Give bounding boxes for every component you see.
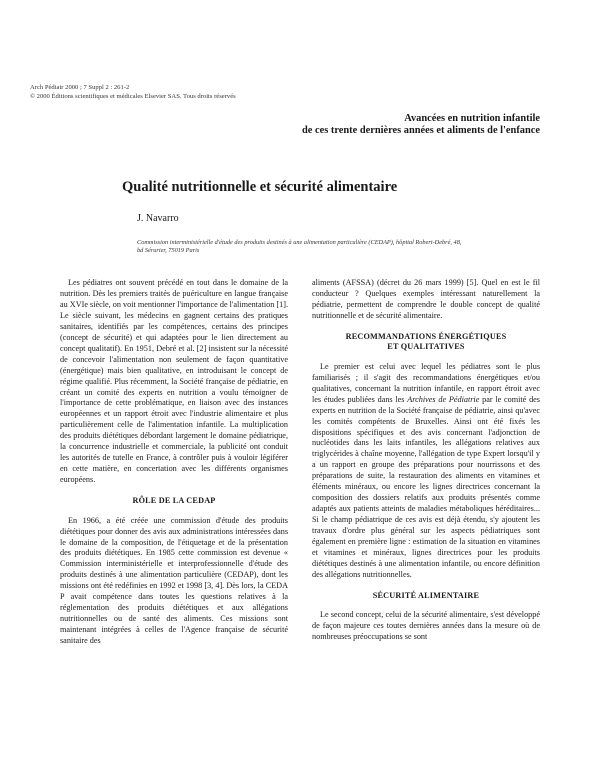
recommandations-text-1: Le premier est celui avec lequel les pédiatres sont le plus familiarisés ; il s'agit des recommandations énergétiques et/ou qualitatives, concernant la nutrition infantile, en rapport étroit avec les études publiées dans les [312, 361, 540, 404]
section-heading-cedap: RÔLE DE LA CEDAP [132, 496, 216, 506]
section-heading-securite: SÉCURITÉ ALIMENTAIRE [372, 590, 480, 600]
securite-paragraph: Le second concept, celui de la sécurité alimentaire, s'est développé de façon majeure ces toutes dernières années dans la mesure où de nombreuses préoccupations se sont [312, 610, 540, 642]
journal-citation: Arch Pédiatr 2000 ; 7 Suppl 2 : 261-2 [30, 84, 130, 91]
author-affiliation: Commission interministérielle d'étude des produits destinés à une alimentation particulière (CEDAP), hôpital Robert-Debré, 48, bd Sérurier, 75019 Paris [137, 239, 462, 254]
cedap-paragraph: En 1966, a été créée une commission d'étude des produits diététiques pour donner des avis aux administrations intéressées dans le domaine de la composition, de l'étiquetage et de la présentation des produits diététiques. En 1985 cette commission est devenue « Commission interministérielle et interprofessionnelle d'étude des produits destinés à une alimentation particulière (CEDAP), dont les missions ont été redéfinies en 1992 et 1998 [3, 4]. Dès lors, la CEDA P avait compétence dans toutes les questions relatives à la réglementation des produits diététiques et aux allégations nutritionnelles ou de santé des aliments. Ces missions sont maintenant intégrées à celles de l'Agence française de sécurité sanitaire des [60, 515, 288, 646]
series-title-line-1: Avancées en nutrition infantile [404, 113, 540, 124]
article-title: Qualité nutritionnelle et sécurité alimentaire [122, 179, 398, 195]
recommandations-paragraph [312, 362, 540, 581]
section-heading-recommandations-line-1: RECOMMANDATIONS ÉNERGÉTIQUES [345, 331, 507, 341]
journal-copyright: © 2000 Éditions scientifiques et médicales Elsevier SAS. Tous droits réservés [30, 93, 236, 100]
left-column [60, 278, 288, 647]
series-title [180, 113, 540, 137]
intro-paragraph: Les pédiatres ont souvent précédé en tout dans le domaine de la nutrition. Dès les premiers traités de puériculture en langue française au XVIe siècle, on voit mentionner l'importance de l'alimentation [1]. Le siècle suivant, les médecins en gagnent certains des pratiques sanitaires, identifiés par les compétences, certains des principes (concept de sécurité) et qui adaptées pour le lien directement au concept qualitatif). En 1951, Debré et al. [2] insistent sur la nécessité de concevoir l'alimentation non seulement de façon quantitative (énergétique) mais bien qualitative, en introduisant le concept de régime qualifié. Plus récemment, la Société française de pédiatrie, en créant un comité des experts en nutrition a voulu témoigner de l'importance de cette problématique, en liaison avec des instances européennes et un rapport étroit avec l'industrie alimentaire et plus particulièrement celle de l'alimentation infantile. La multiplication des produits diététiques débordant largement le domaine pédiatrique, la concurrence industrielle et commerciale, la publicité ont conduit les autorités de tutelle en France, à contrôler puis à vouloir légiférer en cette matière, en concertation avec les différents organismes européens. [60, 278, 288, 485]
continuation-paragraph: aliments (AFSSA) (décret du 26 mars 1999) [5]. Quel en est le fil conducteur ? Quelques exemples intéressant naturellement la pédiatrie, permettent de comprendre le double concept de qualité nutritionnelle et de sécurité alimentaire. [312, 278, 540, 320]
section-heading-recommandations-line-2: ET QUALITATIVES [387, 342, 465, 352]
series-title-line-2: de ces trente dernières années et aliments de l'enfance [302, 125, 540, 136]
right-column [312, 278, 540, 643]
author-name: J. Navarro [137, 213, 179, 224]
journal-name-reference: Archives de Pédiatrie [407, 394, 480, 404]
journal-info [30, 83, 236, 101]
recommandations-text-2: par le comité des experts en nutrition de la Société française de pédiatrie, ainsi qu'avec les comités compétents de Bruxelles. Ainsi ont été fixés les dispositions spécifiques et des avis concernant l'adjonction de nucléotides dans les laits infantiles, les allégations relatives aux triglycérides à chaîne moyenne, l'allégation de type Expert lorsqu'il y a un rapport en groupe des préparations pour nourrissons et des préparations de suite, la restauration des aliments en vitamines et éléments minéraux, ou encore les lignes directrices concernant la composition des dossiers relatifs aux produits présentés comme adaptés aux patients atteints de maladies métaboliques héréditaires... Si le champ pédiatrique de ces avis est déjà étendu, s'y ajoutent les travaux d'ordre plus général sur les aspects pédiatriques sont également en première ligne : estimation de la situation en vitamines et vitamines et minéraux, lignes directrices pour les produits diététiques destinés à une alimentation infantile, ou encore définition des allégations nutritionnelles. [312, 394, 540, 579]
section-heading-recommandations [312, 332, 540, 353]
